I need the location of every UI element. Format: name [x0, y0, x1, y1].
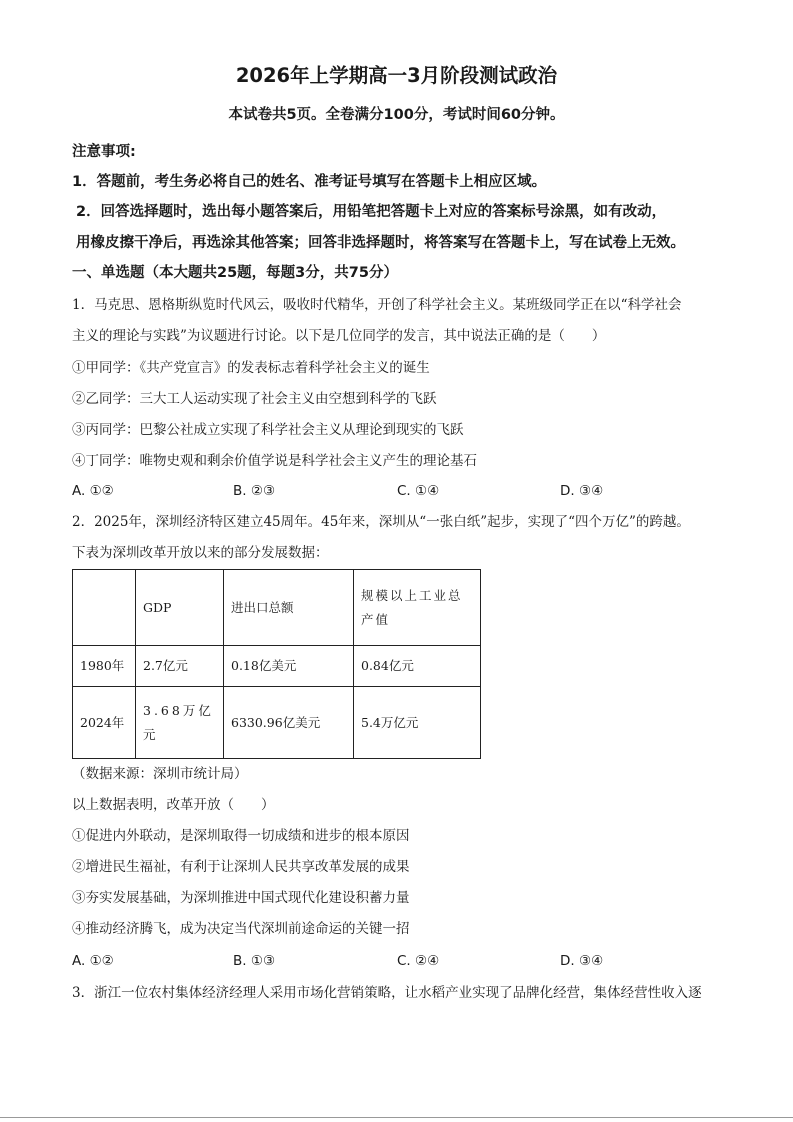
table-header-row	[73, 570, 481, 646]
table-row	[73, 646, 481, 687]
q1-statement-3: ③丙同学：巴黎公社成立实现了科学社会主义从理论到现实的飞跃	[72, 422, 464, 438]
q2-stem-line-2: 下表为深圳改革开放以来的部分发展数据：	[72, 545, 329, 561]
q1-option-a: A. ①②	[72, 483, 114, 499]
q2-statement-4: ④推动经济腾飞，成为决定当代深圳前途命运的关键一招	[72, 921, 410, 937]
exam-title: 2026年上学期高一3月阶段测试政治	[235, 64, 558, 87]
q1-statement-1: ①甲同学：《共产党宣言》的发表标志着科学社会主义的诞生	[72, 360, 430, 376]
q2-option-a: A. ①②	[72, 953, 114, 969]
q2-data-table	[72, 569, 481, 759]
q1-option-c: C. ①④	[397, 483, 440, 499]
page-bottom-rule	[0, 1117, 793, 1118]
section-1-heading: 一、单选题（本大题共25题，每题3分，共75分）	[72, 265, 398, 281]
q1-statement-4: ④丁同学：唯物史观和剩余价值学说是科学社会主义产生的理论基石	[72, 453, 477, 469]
exam-subtitle: 本试卷共5页。全卷满分100分，考试时间60分钟。	[228, 107, 565, 123]
q2-statement-1: ①促进内外联动，是深圳取得一切成绩和进步的根本原因	[72, 828, 410, 844]
notes-item-1: 1．答题前，考生务必将自己的姓名、准考证号填写在答题卡上相应区域。	[72, 174, 547, 190]
q2-option-d: D. ③④	[560, 953, 604, 969]
q2-statement-3: ③夯实发展基础，为深圳推进中国式现代化建设积蓄力量	[72, 890, 410, 906]
q2-statement-2: ②增进民生福祉，有利于让深圳人民共享改革发展的成果	[72, 859, 410, 875]
notes-item-2-line-2: 用橡皮擦干净后，再选涂其他答案；回答非选择题时，将答案写在答题卡上，写在试卷上无效。	[76, 235, 685, 251]
table-header-cell: 进出口总额	[224, 570, 354, 646]
table-cell: 1980年	[73, 646, 136, 687]
table-cell: 3.68万亿元	[136, 687, 224, 759]
table-header-cell: GDP	[136, 570, 224, 646]
table-header-cell: 规模以上工业总产值	[354, 570, 481, 646]
table-cell: 2.7亿元	[136, 646, 224, 687]
table-cell: 2024年	[73, 687, 136, 759]
q1-statement-2: ②乙同学：三大工人运动实现了社会主义由空想到科学的飞跃	[72, 391, 437, 407]
q2-option-b: B. ①③	[233, 953, 276, 969]
q1-stem-line-2: 主义的理论与实践”为议题进行讨论。以下是几位同学的发言，其中说法正确的是（ ）	[72, 328, 606, 344]
notes-heading: 注意事项:	[72, 144, 136, 160]
table-cell: 0.18亿美元	[224, 646, 354, 687]
q2-data-source: （数据来源：深圳市统计局）	[72, 766, 248, 782]
q1-stem-line-1: 1．马克思、恩格斯纵览时代风云，吸收时代精华，开创了科学社会主义。某班级同学正在以“科学社会	[72, 297, 682, 313]
q3-stem-line-1: 3．浙江一位农村集体经济经理人采用市场化营销策略，让水稻产业实现了品牌化经营，集体经营性收入逐	[72, 985, 702, 1001]
table-row	[73, 687, 481, 759]
q1-option-d: D. ③④	[560, 483, 604, 499]
table-cell: 6330.96亿美元	[224, 687, 354, 759]
notes-item-2-line-1: 2．回答选择题时，选出每小题答案后，用铅笔把答题卡上对应的答案标号涂黑，如有改动，	[76, 204, 667, 220]
table-cell: 0.84亿元	[354, 646, 481, 687]
table-cell: 5.4万亿元	[354, 687, 481, 759]
q2-option-c: C. ②④	[397, 953, 440, 969]
q1-option-b: B. ②③	[233, 483, 276, 499]
q2-question: 以上数据表明，改革开放（ ）	[72, 797, 275, 813]
table-header-cell	[73, 570, 136, 646]
q2-stem-line-1: 2．2025年，深圳经济特区建立45周年。45年来，深圳从“一张白纸”起步，实现了“四个万亿”的跨越。	[72, 514, 690, 530]
